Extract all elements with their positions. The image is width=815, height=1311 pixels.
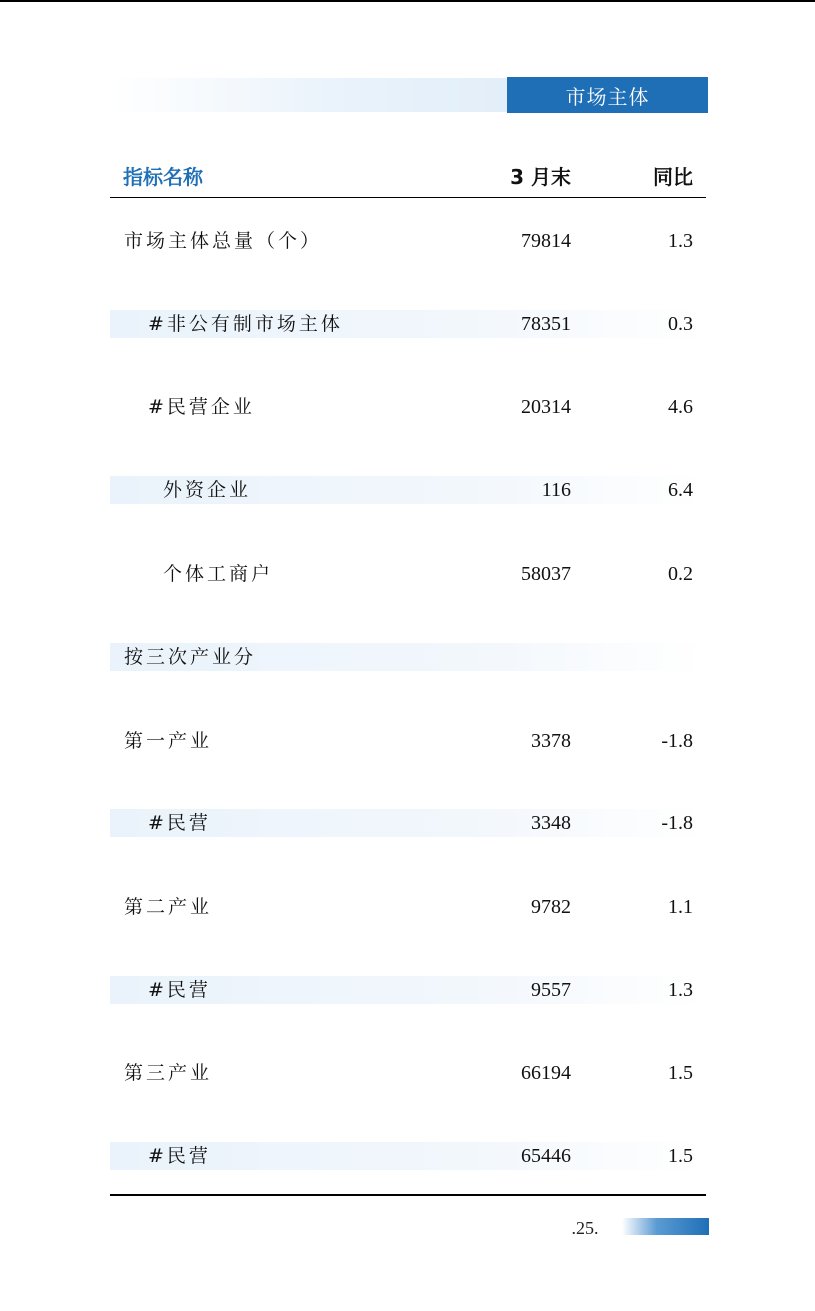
table-row [110,1142,706,1170]
row-march-value: 79814 [521,230,571,252]
row-yoy-value: 1.3 [668,230,693,252]
header-band [110,78,508,112]
row-march-value: 116 [541,479,571,501]
row-march-value: 9782 [531,896,571,918]
row-name: #民营 [148,979,211,1001]
row-march-value: 58037 [521,563,571,585]
row-yoy-value: 0.2 [668,563,693,585]
table-row [110,727,706,755]
top-rule [0,0,815,2]
page-number: .25. [571,1218,599,1238]
table-row [110,643,706,671]
table-row [110,476,706,504]
page-accent-bar [622,1218,709,1235]
row-name: 第一产业 [124,730,213,752]
table-row [110,560,706,588]
row-march-value: 9557 [531,979,571,1001]
table-row [110,809,706,837]
row-yoy-value: 1.5 [668,1145,693,1167]
row-name: #非公有制市场主体 [148,313,343,335]
row-yoy-value: 1.1 [668,896,693,918]
row-yoy-value [600,643,693,671]
table-row [110,227,706,255]
column-header-name: 指标名称 [123,164,203,189]
row-march-value: 3378 [531,730,571,752]
column-header-yoy: 同比 [653,164,693,189]
row-name: #民营 [148,812,211,834]
row-name: 外资企业 [163,479,252,501]
row-march-value [481,643,571,671]
table-row [110,893,706,921]
row-yoy-value: 1.3 [668,979,693,1001]
row-name: #民营企业 [148,396,255,418]
row-march-value: 66194 [521,1062,571,1084]
column-header-march: 3 月末 [510,164,571,189]
row-march-value: 65446 [521,1145,571,1167]
row-yoy-value: 6.4 [668,479,693,501]
header-rule [110,197,706,198]
row-name: 个体工商户 [163,563,274,585]
row-name: 第三产业 [124,1062,213,1084]
row-yoy-value: -1.8 [661,730,693,752]
row-yoy-value: -1.8 [661,812,693,834]
row-name: 市场主体总量（个） [124,230,323,252]
row-march-value: 3348 [531,812,571,834]
row-name: 第二产业 [124,896,213,918]
bottom-rule [110,1194,706,1196]
table-row [110,393,706,421]
row-yoy-value: 4.6 [668,396,693,418]
table-row [110,310,706,338]
section-title: 市场主体 [507,77,708,113]
row-yoy-value: 0.3 [668,313,693,335]
row-name: 按三次产业分 [124,646,257,668]
table-row [110,976,706,1004]
row-march-value: 20314 [521,396,571,418]
row-name: #民营 [148,1145,211,1167]
row-march-value: 78351 [521,313,571,335]
row-yoy-value: 1.5 [668,1062,693,1084]
table-row [110,1059,706,1087]
